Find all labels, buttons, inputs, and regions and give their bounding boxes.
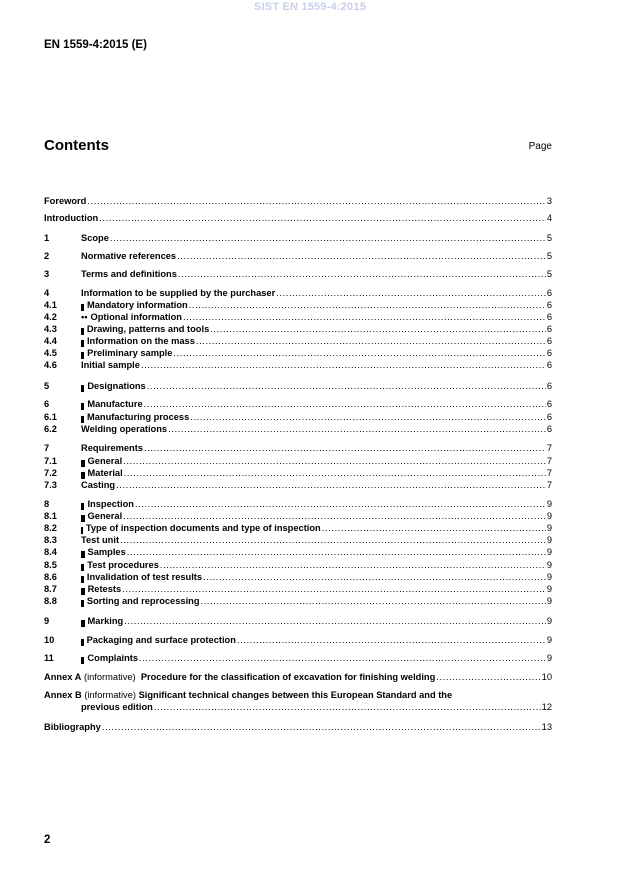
toc-page: 5 — [546, 251, 552, 261]
toc-title: Preliminary sample — [87, 348, 173, 358]
toc-title: Mandatory information — [87, 300, 188, 310]
toc-title: Information on the mass — [86, 336, 195, 346]
toc-number: 8.1 — [44, 511, 57, 521]
toc-page: 9 — [546, 547, 552, 557]
leader-dots — [102, 721, 541, 733]
leader-dots — [110, 232, 546, 244]
annex-b-first-line — [44, 689, 552, 701]
toc-number: 7 — [44, 443, 50, 453]
square-bullet-icon — [81, 657, 84, 664]
leader-dots — [144, 398, 546, 410]
toc-title: Samples — [87, 547, 126, 557]
leader-dots — [322, 522, 546, 534]
toc-number: 9 — [44, 616, 50, 626]
toc-entry-4-2[interactable] — [44, 311, 552, 323]
page-column-label: Page — [528, 141, 552, 152]
toc-page: 6 — [546, 336, 552, 346]
toc-page: 9 — [546, 584, 552, 594]
toc-number: 4.4 — [44, 336, 57, 346]
page-number: 2 — [44, 834, 51, 846]
toc-title: General — [87, 511, 123, 521]
toc-number: 1 — [44, 233, 50, 243]
toc-title: Manufacturing process — [86, 412, 190, 422]
toc-entry-7-2[interactable] — [44, 467, 552, 479]
toc-page: 9 — [546, 499, 552, 509]
toc-page: 5 — [546, 269, 552, 279]
toc-number: 6.2 — [44, 424, 57, 434]
toc-page: 6 — [546, 312, 552, 322]
toc-page: 6 — [546, 288, 552, 298]
annex-label: Annex B — [44, 690, 82, 700]
leader-dots — [190, 411, 546, 423]
square-bullet-icon — [81, 340, 84, 347]
square-bullet-icon — [81, 551, 85, 558]
toc-entry-8-3[interactable] — [44, 534, 552, 546]
toc-number: 3 — [44, 269, 50, 279]
leader-dots — [147, 380, 546, 392]
toc-entry-8-5[interactable] — [44, 559, 552, 571]
toc-page: 12 — [541, 702, 552, 712]
toc-entry-6[interactable] — [44, 398, 552, 410]
toc-number: 4.5 — [44, 348, 57, 358]
square-bullet-icon — [81, 564, 84, 571]
square-bullet-icon — [81, 416, 84, 423]
square-bullet-icon — [81, 352, 84, 359]
square-bullet-icon — [81, 527, 83, 534]
toc-title: Complaints — [87, 653, 139, 663]
toc-page: 7 — [546, 456, 552, 466]
toc-title: Optional information — [90, 312, 182, 322]
toc-entry-10[interactable] — [44, 634, 552, 646]
toc-entry-8[interactable] — [44, 498, 552, 510]
toc-page: 3 — [546, 196, 552, 206]
toc-entry-11[interactable] — [44, 652, 552, 664]
watermark: SIST EN 1559-4:2015 — [253, 1, 367, 13]
leader-dots — [144, 442, 546, 454]
toc-number: 4.2 — [44, 312, 57, 322]
toc-page: 9 — [546, 653, 552, 663]
toc-title: Scope — [81, 233, 109, 243]
leader-dots — [124, 467, 546, 479]
leader-dots — [210, 323, 546, 335]
toc-entry-annex-b[interactable] — [44, 689, 552, 713]
toc-entry-9[interactable] — [44, 615, 552, 627]
toc-entry-1[interactable] — [44, 232, 552, 244]
toc-number: 8.2 — [44, 523, 57, 533]
toc-entry-8-4[interactable] — [44, 546, 552, 558]
toc-title: Bibliography — [44, 722, 101, 732]
toc-page: 6 — [546, 324, 552, 334]
toc-page: 13 — [541, 722, 552, 732]
toc-page: 5 — [546, 233, 552, 243]
toc-title: Inspection — [87, 499, 134, 509]
double-bullet-marker: •• — [81, 312, 88, 322]
toc-title-line2: previous edition — [81, 702, 153, 712]
leader-dots — [436, 671, 540, 683]
toc-entry-6-1[interactable] — [44, 411, 552, 423]
toc-number: 8.4 — [44, 547, 57, 557]
toc-page: 9 — [546, 596, 552, 606]
table-of-contents — [44, 0, 552, 877]
toc-page: 6 — [546, 360, 552, 370]
toc-entry-introduction[interactable] — [44, 212, 552, 224]
square-bullet-icon — [81, 503, 84, 510]
square-bullet-icon — [81, 576, 84, 583]
toc-entry-4-4[interactable] — [44, 335, 552, 347]
leader-dots — [135, 498, 546, 510]
leader-dots — [141, 359, 546, 371]
leader-dots — [123, 455, 546, 467]
toc-title: Invalidation of test results — [86, 572, 203, 582]
leader-dots — [123, 510, 546, 522]
toc-title: Material — [87, 468, 123, 478]
toc-page: 7 — [546, 443, 552, 453]
toc-title: Requirements — [81, 443, 143, 453]
toc-page: 7 — [546, 468, 552, 478]
leader-dots — [201, 595, 546, 607]
toc-number: 7.3 — [44, 480, 57, 490]
toc-title: Retests — [87, 584, 122, 594]
toc-number: 10 — [44, 635, 55, 645]
leader-dots — [160, 559, 546, 571]
toc-entry-foreword[interactable] — [44, 195, 552, 207]
toc-number: 7.1 — [44, 456, 57, 466]
toc-title: Information to be supplied by the purchaser — [81, 288, 276, 298]
toc-number: 6.1 — [44, 412, 57, 422]
toc-entry-bibliography[interactable] — [44, 721, 552, 733]
toc-number: 8.5 — [44, 560, 57, 570]
leader-dots — [203, 571, 546, 583]
toc-entry-4-1[interactable] — [44, 299, 552, 311]
toc-entry-8-6[interactable] — [44, 571, 552, 583]
toc-number: 4.6 — [44, 360, 57, 370]
leader-dots — [116, 479, 546, 491]
toc-page: 10 — [541, 672, 552, 682]
toc-number: 4.1 — [44, 300, 57, 310]
toc-entry-4-5[interactable] — [44, 347, 552, 359]
toc-number: 2 — [44, 251, 50, 261]
square-bullet-icon — [81, 620, 85, 627]
toc-title: Type of inspection documents and type of inspection — [85, 523, 321, 533]
leader-dots — [124, 615, 546, 627]
leader-dots — [168, 423, 546, 435]
toc-page: 9 — [546, 560, 552, 570]
toc-number: 4.3 — [44, 324, 57, 334]
toc-page: 6 — [546, 348, 552, 358]
toc-page: 6 — [546, 399, 552, 409]
toc-entry-8-8[interactable] — [44, 595, 552, 607]
toc-title: Designations — [87, 381, 146, 391]
square-bullet-icon — [81, 515, 85, 522]
toc-title: Terms and definitions — [81, 269, 177, 279]
toc-title: Sorting and reprocessing — [86, 596, 200, 606]
toc-title: Packaging and surface protection — [86, 635, 236, 645]
toc-page: 9 — [546, 635, 552, 645]
toc-page: 9 — [546, 616, 552, 626]
toc-title: Welding operations — [81, 424, 168, 434]
toc-title: Initial sample — [81, 360, 140, 370]
square-bullet-icon — [81, 639, 84, 646]
toc-entry-8-1[interactable] — [44, 510, 552, 522]
toc-entry-7[interactable] — [44, 442, 552, 454]
toc-number: 11 — [44, 653, 54, 663]
toc-page: 9 — [546, 511, 552, 521]
toc-entry-8-7[interactable] — [44, 583, 552, 595]
toc-title-line1: Significant technical changes between this European Standard and the — [138, 690, 453, 700]
toc-number: 8.6 — [44, 572, 57, 582]
toc-title: Test procedures — [87, 560, 159, 570]
toc-title: Manufacture — [87, 399, 143, 409]
toc-entry-2[interactable] — [44, 250, 552, 262]
square-bullet-icon — [81, 588, 85, 595]
square-bullet-icon — [81, 385, 84, 392]
toc-number: 6 — [44, 399, 50, 409]
leader-dots — [139, 652, 546, 664]
leader-dots — [120, 534, 546, 546]
toc-number: 8.3 — [44, 535, 57, 545]
annex-qualifier: (informative) — [83, 672, 136, 682]
toc-entry-8-2[interactable] — [44, 522, 552, 534]
toc-page: 6 — [546, 381, 552, 391]
toc-title: Normative references — [81, 251, 177, 261]
toc-title: Foreword — [44, 196, 87, 206]
toc-entry-5[interactable] — [44, 380, 552, 392]
leader-dots — [87, 195, 545, 207]
toc-title: Introduction — [44, 213, 99, 223]
leader-dots — [189, 299, 546, 311]
leader-dots — [183, 311, 546, 323]
toc-entry-3[interactable] — [44, 268, 552, 280]
leader-dots — [154, 701, 541, 713]
toc-entry-7-1[interactable] — [44, 455, 552, 467]
leader-dots — [99, 212, 546, 224]
square-bullet-icon — [81, 600, 84, 607]
toc-number: 4 — [44, 288, 50, 298]
leader-dots — [122, 583, 546, 595]
toc-number: 5 — [44, 381, 50, 391]
square-bullet-icon — [81, 328, 84, 335]
toc-page: 9 — [546, 535, 552, 545]
leader-dots — [196, 335, 546, 347]
contents-title: Contents — [44, 137, 109, 154]
toc-page: 6 — [546, 424, 552, 434]
toc-title: Casting — [81, 480, 116, 490]
square-bullet-icon — [81, 472, 85, 479]
toc-entry-4[interactable] — [44, 287, 552, 299]
toc-title: Test unit — [81, 535, 120, 545]
toc-entry-6-2[interactable] — [44, 423, 552, 435]
toc-title: General — [87, 456, 123, 466]
toc-page: 4 — [546, 213, 552, 223]
toc-entry-7-3[interactable] — [44, 479, 552, 491]
annex-qualifier: (informative) — [84, 690, 136, 700]
toc-page: 9 — [546, 523, 552, 533]
toc-title: Drawing, patterns and tools — [86, 324, 210, 334]
square-bullet-icon — [81, 403, 84, 410]
square-bullet-icon — [81, 304, 84, 311]
toc-entry-4-6[interactable] — [44, 359, 552, 371]
document-id: EN 1559-4:2015 (E) — [44, 39, 147, 51]
toc-entry-4-3[interactable] — [44, 323, 552, 335]
leader-dots — [177, 250, 546, 262]
toc-title: Procedure for the classification of excavation for finishing welding — [140, 672, 436, 682]
toc-page: 7 — [546, 480, 552, 490]
toc-number: 8.8 — [44, 596, 57, 606]
leader-dots — [276, 287, 546, 299]
square-bullet-icon — [81, 460, 85, 467]
toc-page: 9 — [546, 572, 552, 582]
leader-dots — [127, 546, 546, 558]
annex-label: Annex A — [44, 672, 82, 682]
toc-number: 7.2 — [44, 468, 57, 478]
toc-entry-annex-a[interactable] — [44, 671, 552, 683]
toc-page: 6 — [546, 300, 552, 310]
toc-number: 8.7 — [44, 584, 57, 594]
annex-b-second-line — [44, 701, 552, 713]
toc-title: Marking — [87, 616, 124, 626]
leader-dots — [237, 634, 546, 646]
toc-page: 6 — [546, 412, 552, 422]
leader-dots — [173, 347, 545, 359]
toc-number: 8 — [44, 499, 50, 509]
leader-dots — [178, 268, 546, 280]
